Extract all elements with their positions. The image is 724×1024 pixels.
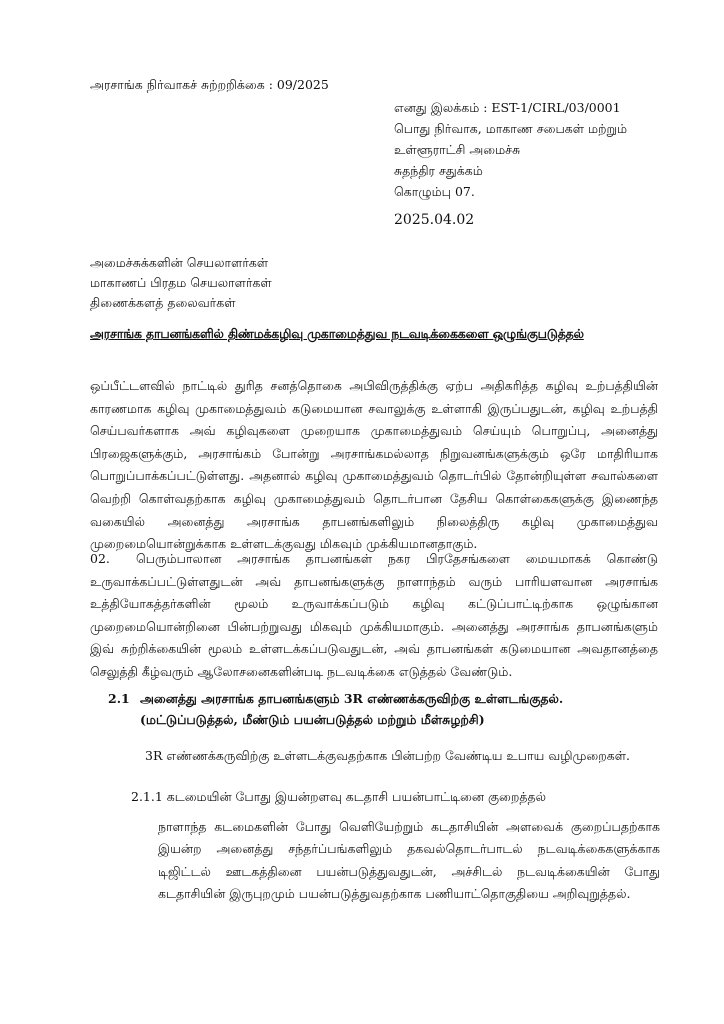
section-2-1-number: 2.1 [108,691,130,706]
paragraph-2 [90,548,658,680]
section-2-1-heading [108,688,563,730]
circular-number: அரசாங்க நிர்வாகச் சுற்றறிக்கை : 09/2025 [90,77,329,92]
subsection-2-1-1-title: 2.1.1 கடமையின் போது இயன்றளவு கடதாசி பயன்பாட்டினை குறைத்தல் [131,789,546,804]
subsection-2-1-1-body: நாளாந்த கடமைகளின் போது வெளியேற்றும் கடதாசியின் அளவைக் குறைப்பதற்காக இயன்ற அனைத்து சந்தர்ப்பங்களிலும் தகவல்தொடர்பாடல் நடவடிக்கைகளுக்காக டிஜிட்டல் ஊடகத்தினை பயன்படுத்துவதுடன், அச்சிடல் நடவடிக்கையின் போது கடதாசியின் இருபுறமும் பயன்படுத்துவதற்காக பணியாட்தொகுதியை அறிவுறுத்தல். [158,819,660,902]
recipient-item: மாகாணப் பிரதம செயலாளர்கள் [90,275,272,290]
address-line-1: சுதந்திர சதுக்கம் [394,163,483,178]
subject-heading: அரசாங்க தாபனங்களில் திண்மக்கழிவு முகாமைத்துவ நடவடிக்கைகளை ஒழுங்குபடுத்தல் [90,326,584,341]
section-2-1-subtitle: (மட்டுப்படுத்தல், மீண்டும் பயன்படுத்தல் மற்றும் மீள்சுழற்சி) [140,712,485,727]
section-2-1-intro: 3R எண்ணக்கருவிற்கு உள்ளடக்குவதற்காக பின்பற்ற வேண்டிய உபாய வழிமுறைகள். [145,748,630,763]
recipient-item: அமைச்சுக்களின் செயலாளர்கள் [90,255,269,270]
paragraph-2-text: பெரும்பாலான அரசாங்க தாபனங்கள் நகர பிரதேசங்களை மையமாகக் கொண்டு உருவாக்கப்பட்டுள்ளதுடன் அவ் தாபனங்களுக்கு நாளாந்தம் வரும் பாரியளவான அரசாங்க உத்தியோகத்தர்களின் மூலம் உருவாக்கப்படும் கழிவு கட்டுப்பாட்டிற்காக ஒழுங்கான முறைமையொன்றினை பின்பற்றுவது மிகவும் முக்கியமாகும். அனைத்து அரசாங்க தாபனங்களும் இவ் சுற்றிக்கையின் மூலம் உள்ளடக்கப்படுவதுடன், அவ் தாபனங்கள் கடுமையான அவதானத்தை செலுத்தி கீழ்வரும் ஆலோசனைகளின்படி நடவடிக்கை எடுத்தல் வேண்டும். [90,551,658,679]
ministry-name-line-2: உள்ளூராட்சி அமைச்சு [394,142,521,157]
recipients-list [90,253,272,313]
paragraph-2-number: 02. [90,551,110,566]
recipient-item: திணைக்களத் தலைவர்கள் [90,295,236,310]
reference-number: எனது இலக்கம் : EST-1/CIRL/03/0001 [394,100,621,115]
section-2-1-title: அனைத்து அரசாங்க தாபனங்களும் 3R எண்ணக்கருவிற்கு உள்ளடங்குதல். [140,691,564,706]
circular-date: 2025.04.02 [394,212,475,228]
address-line-2: கொழும்பு 07. [394,184,475,199]
sender-address-block [394,97,694,202]
ministry-name-line-1: பொது நிர்வாக, மாகாண சபைகள் மற்றும் [394,121,628,136]
paragraph-1: ஒப்பீட்டளவில் நாட்டில் துரித சனத்தொகை அபிவிருத்திக்கு ஏற்ப அதிகரித்த கழிவு உற்பத்தியின் காரணமாக கழிவு முகாமைத்துவம் கடுமையான சவாலுக்கு உள்ளாகி இருப்பதுடன், கழிவு உற்பத்தி செய்பவர்களாக அவ் கழிவுகளை முறையாக முகாமைத்துவம் செய்யும் பொறுப்பு, அனைத்து பிரஜைகளுக்கும், அரசாங்கம் போன்று அரசாங்கமல்லாத நிறுவனங்களுக்கும் ஒரே மாதிரியாக பொறுப்பாக்கப்பட்டுள்ளது. அதனால் கழிவு முகாமைத்துவம் தொடர்பில் தோன்றியுள்ள சவால்களை வெற்றி கொள்வதற்காக கழிவு முகாமைத்துவம் தொடர்பான தேசிய கொள்கைகளுக்கு இணைந்த வகையில் அனைத்து அரசாங்க தாபனங்களிலும் நிலைத்திரு கழிவு முகாமைத்துவ முறைமையொன்றுக்காக உள்ளடக்குவது மிகவும் முக்கியமானதாகும். [90,378,658,552]
